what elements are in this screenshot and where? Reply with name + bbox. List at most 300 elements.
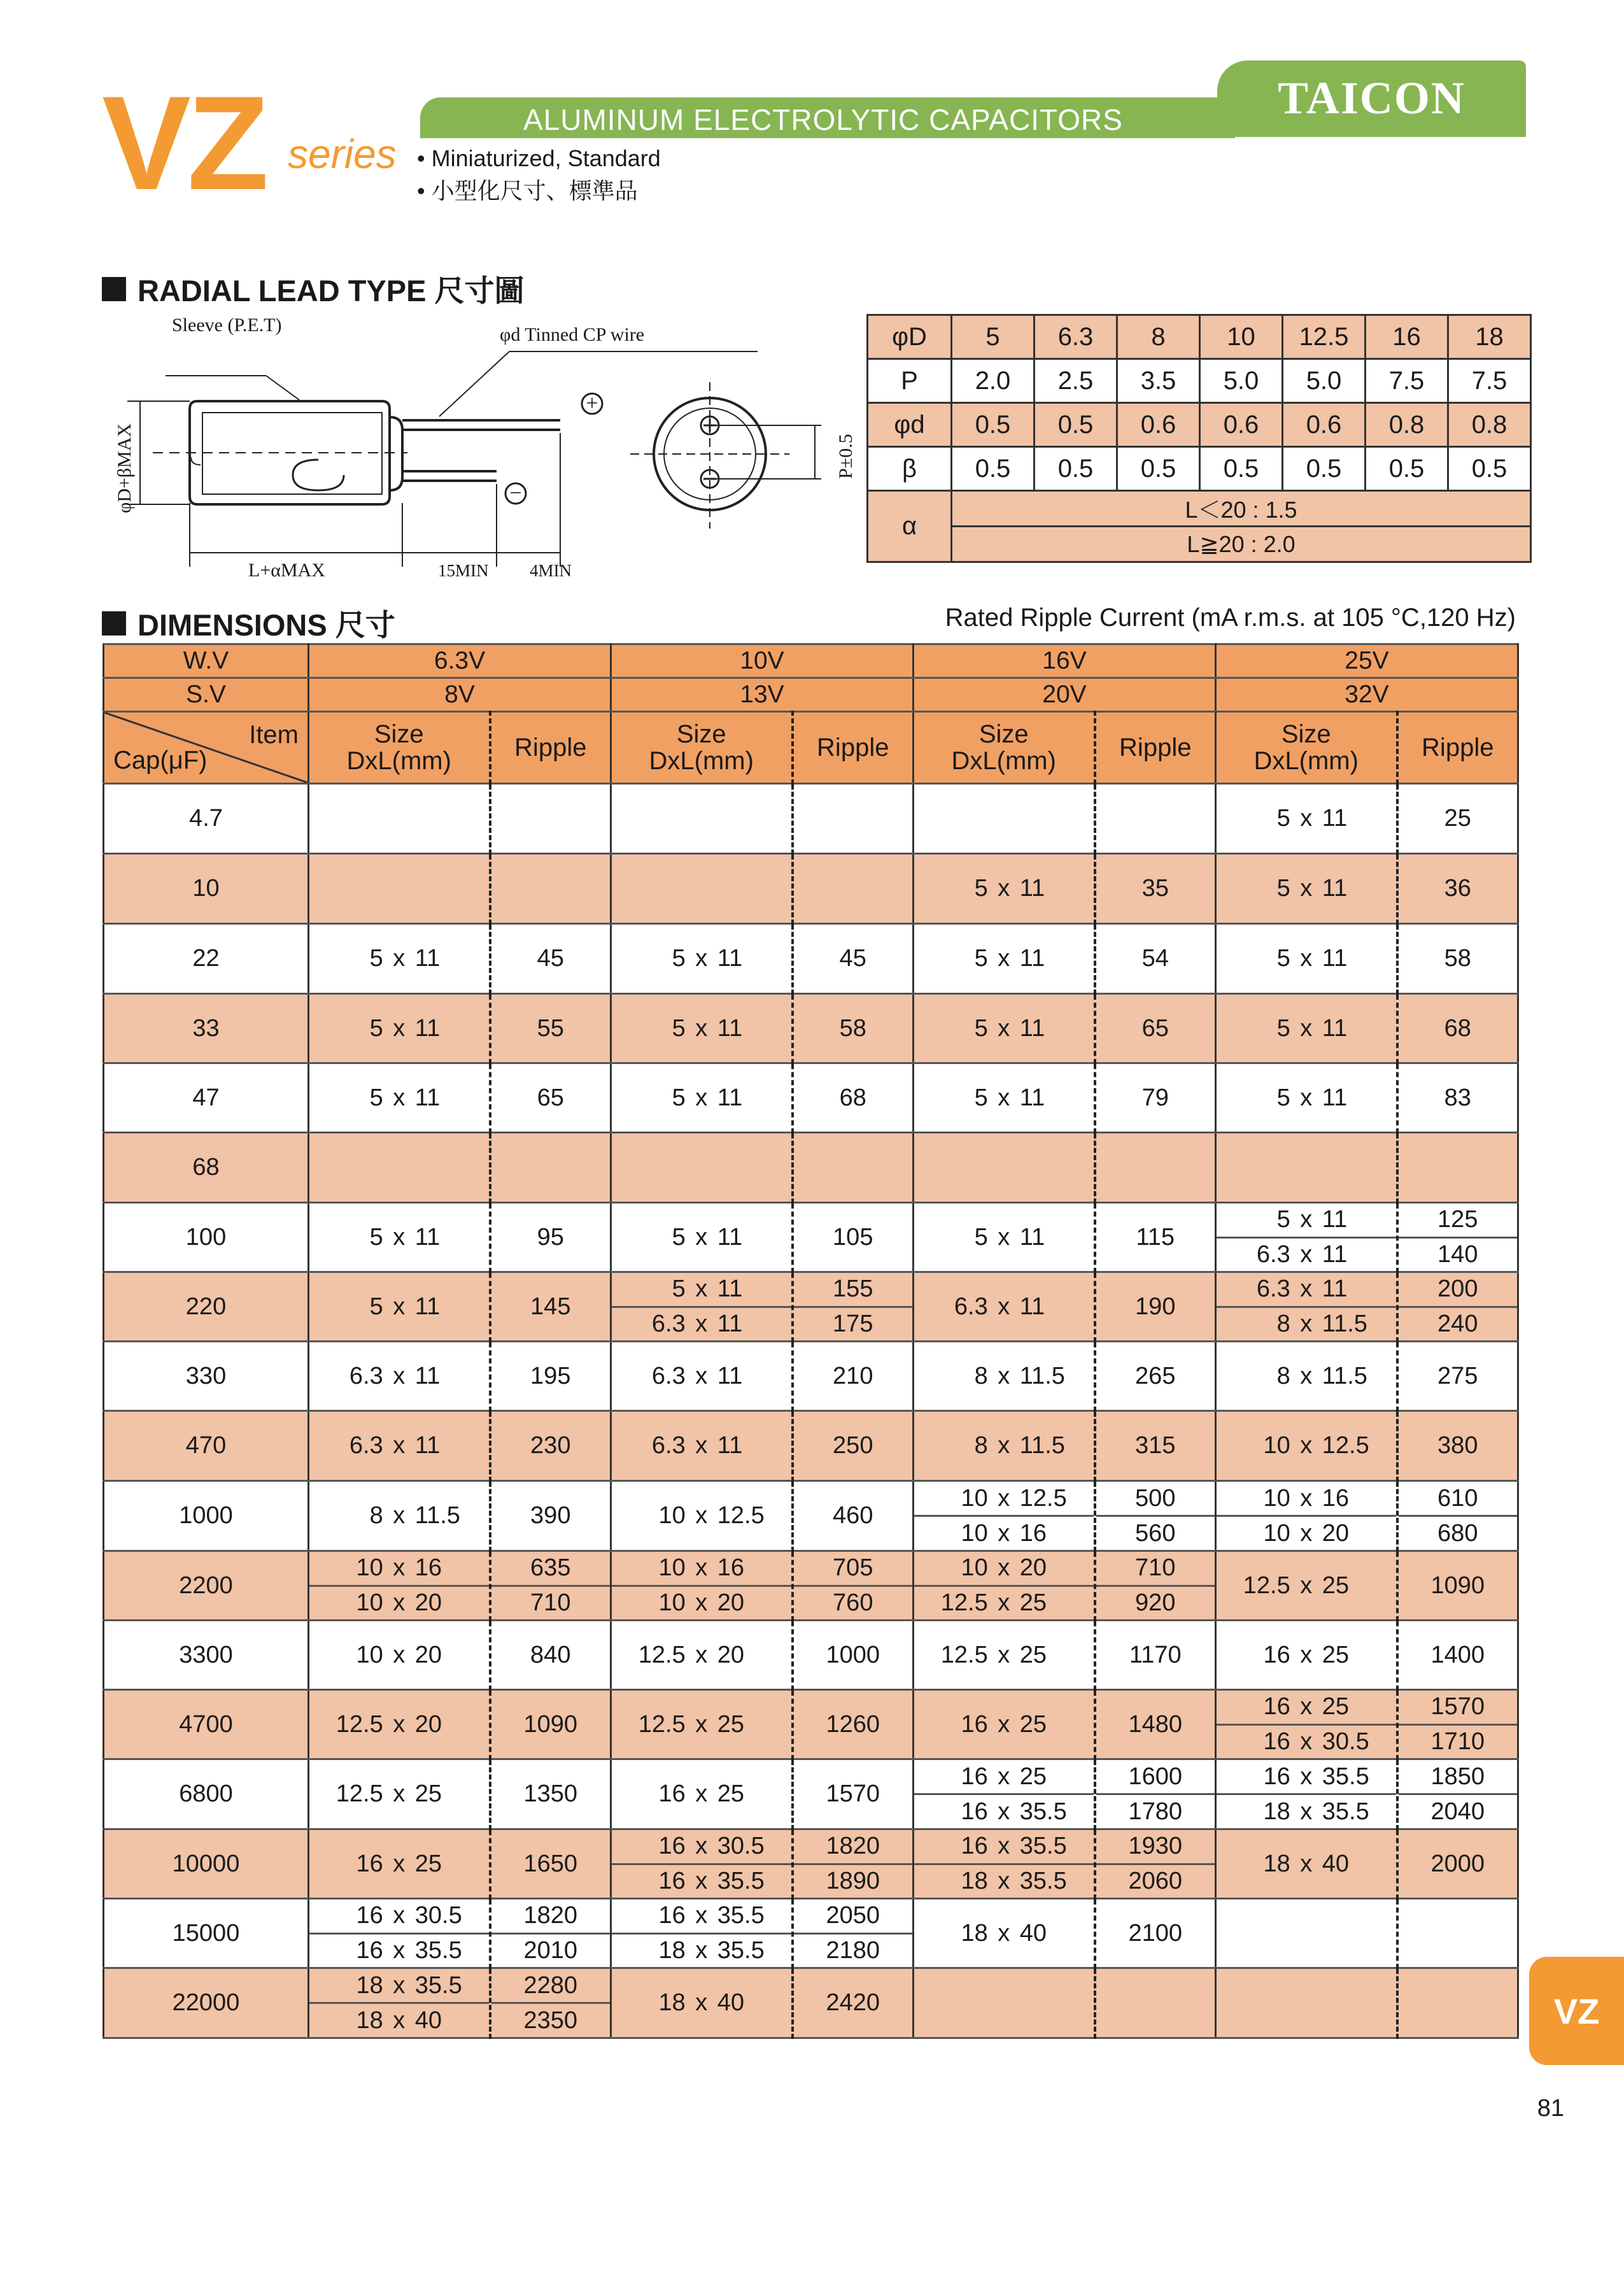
table-row <box>104 1690 1518 1759</box>
size-cell <box>309 1759 490 1829</box>
size-times: x <box>1300 1310 1313 1337</box>
size-cell <box>611 924 793 994</box>
size-times: x <box>695 1362 708 1389</box>
ripple-cell <box>1095 994 1216 1063</box>
ripple-value: 390 <box>530 1502 571 1529</box>
size-diameter: 18 <box>356 2006 383 2034</box>
ripple-header: Ripple <box>793 712 914 784</box>
ripple-value: 2010 <box>523 1936 578 1964</box>
size-value <box>326 1084 472 1112</box>
ripple-value: 115 <box>1136 1223 1175 1251</box>
size-times: x <box>998 875 1010 902</box>
radial-title: RADIAL LEAD TYPE 尺寸圖 <box>138 274 525 308</box>
size-header: Size DxL(mm) <box>1216 712 1397 784</box>
wire-label: φd Tinned CP wire <box>500 324 645 345</box>
size-value <box>628 1989 775 2017</box>
size-value <box>931 1363 1077 1390</box>
size-diameter: 16 <box>1263 1728 1290 1755</box>
size-times: x <box>695 945 708 972</box>
table-row <box>104 994 1518 1063</box>
table-row <box>104 1133 1518 1203</box>
size-times: x <box>998 1362 1010 1389</box>
size-diameter: 5 <box>672 945 686 972</box>
size-length: 12.5 <box>1019 1484 1067 1512</box>
lead-dimension-table <box>866 314 1532 563</box>
size-cell <box>309 1272 490 1342</box>
ripple-value: 680 <box>1437 1519 1478 1547</box>
size-cell <box>1216 994 1397 1063</box>
ripple-value: 125 <box>1437 1206 1478 1233</box>
ripple-value: 68 <box>1444 1014 1471 1042</box>
size-value <box>628 1363 775 1390</box>
ripple-value: 95 <box>537 1223 564 1251</box>
capacitance-cell: 4.7 <box>104 784 309 854</box>
size-diameter: 5 <box>974 1223 988 1251</box>
size-cell <box>611 1342 793 1411</box>
size-diameter: 5 <box>974 945 988 972</box>
size-times: x <box>998 1833 1010 1860</box>
size-cell <box>611 1481 793 1551</box>
ripple-value: 175 <box>833 1310 873 1337</box>
lead-cell: 0.5 <box>1200 447 1283 491</box>
size-times: x <box>1300 945 1313 972</box>
alpha-short: L＜20 : 1.5 <box>952 491 1531 527</box>
sv-value: 32V <box>1216 678 1518 712</box>
size-diameter: 18 <box>961 1867 988 1894</box>
size-diameter: 18 <box>356 1971 383 1999</box>
ripple-value: 380 <box>1437 1432 1478 1459</box>
size-value <box>1233 1520 1380 1547</box>
alpha-long: L≧20 : 2.0 <box>952 527 1531 562</box>
size-cell <box>611 1551 793 1621</box>
ripple-cell <box>1397 1411 1518 1481</box>
size-length: 11 <box>717 1362 743 1389</box>
ripple-value: 45 <box>537 945 564 972</box>
lead-cell: 0.8 <box>1366 403 1448 447</box>
ripple-cell <box>490 1968 611 2038</box>
size-diameter: 12.5 <box>940 1641 988 1668</box>
capacitance-cell: 100 <box>104 1203 309 1272</box>
size-diameter: 5 <box>974 1084 988 1111</box>
wv-row <box>104 644 1518 678</box>
size-length: 30.5 <box>1322 1728 1369 1755</box>
size-diameter: 18 <box>961 1919 988 1947</box>
size-diameter: 18 <box>1263 1850 1290 1877</box>
size-diameter: 18 <box>1263 1798 1290 1825</box>
size-times: x <box>1300 1572 1313 1599</box>
size-value <box>931 1293 1077 1321</box>
ripple-cell <box>490 1481 611 1551</box>
size-times: x <box>1300 1728 1313 1755</box>
ripple-value: 1260 <box>826 1710 880 1738</box>
lead-cell: 7.5 <box>1448 359 1531 403</box>
size-diameter: 12.5 <box>335 1710 383 1738</box>
size-value <box>628 1084 775 1112</box>
ripple-cell <box>1095 1759 1216 1829</box>
size-value <box>628 1224 775 1251</box>
size-cell <box>611 854 793 924</box>
ripple-cell <box>793 1551 914 1621</box>
size-value <box>628 1275 775 1303</box>
size-times: x <box>1300 1763 1313 1790</box>
item-label: Item <box>249 721 299 749</box>
size-times: x <box>1300 1014 1313 1042</box>
ripple-cell <box>793 1829 914 1899</box>
ripple-value: 1820 <box>523 1902 578 1929</box>
size-times: x <box>1300 1798 1313 1825</box>
size-length: 12.5 <box>1322 1432 1369 1459</box>
size-cell <box>309 1968 490 2038</box>
size-value <box>628 1015 775 1042</box>
lead-cell: 0.5 <box>1283 447 1366 491</box>
size-length: 35.5 <box>717 1936 765 1964</box>
ripple-value: 1890 <box>826 1867 880 1894</box>
ripple-value: 140 <box>1437 1240 1478 1268</box>
size-value <box>628 1432 775 1459</box>
ripple-cell <box>1095 1272 1216 1342</box>
heading-square-icon <box>102 611 126 635</box>
size-value <box>326 1293 472 1321</box>
capacitance-cell: 15000 <box>104 1899 309 1968</box>
ripple-cell <box>490 784 611 854</box>
size-length: 35.5 <box>717 1867 765 1894</box>
lead-cell: 0.5 <box>1448 447 1531 491</box>
wv-value: 6.3V <box>309 644 611 678</box>
ripple-cell <box>1095 1203 1216 1272</box>
size-length: 25 <box>1322 1641 1350 1668</box>
size-length: 11 <box>1322 1206 1348 1233</box>
size-value <box>931 1642 1077 1669</box>
lead-15min-label: 15MIN <box>438 561 489 580</box>
size-cell <box>611 994 793 1063</box>
ripple-value: 2050 <box>826 1902 880 1929</box>
lead-row-header: β <box>868 447 952 491</box>
size-value <box>628 1833 775 1860</box>
size-value <box>628 1554 775 1582</box>
ripple-value: 710 <box>1135 1554 1176 1582</box>
ripple-cell <box>793 1133 914 1203</box>
size-value <box>326 1432 472 1459</box>
ripple-value: 2040 <box>1430 1798 1485 1825</box>
size-times: x <box>393 1641 406 1668</box>
lead-cell: 5.0 <box>1283 359 1366 403</box>
size-value <box>931 1589 1077 1617</box>
size-value <box>931 1432 1077 1459</box>
ripple-cell <box>1397 854 1518 924</box>
lead-cell: 0.5 <box>1366 447 1448 491</box>
ripple-value: 230 <box>530 1432 571 1459</box>
size-diameter: 16 <box>1263 1641 1290 1668</box>
lead-row-pitch <box>868 359 1531 403</box>
size-diameter: 8 <box>974 1432 988 1459</box>
ripple-value: 1000 <box>826 1641 880 1668</box>
table-row <box>104 1063 1518 1133</box>
dimensions-table <box>102 643 1519 2039</box>
size-times: x <box>393 1850 406 1877</box>
size-diameter: 5 <box>974 1014 988 1042</box>
size-times: x <box>1300 1693 1313 1721</box>
capacitance-cell: 47 <box>104 1063 309 1133</box>
size-times: x <box>1300 1362 1313 1389</box>
ripple-cell <box>1095 784 1216 854</box>
ripple-cell <box>1397 1203 1518 1272</box>
size-cell <box>914 1411 1095 1481</box>
size-times: x <box>998 1014 1010 1042</box>
size-length: 11 <box>414 1362 441 1389</box>
size-diameter: 16 <box>356 1936 383 1964</box>
size-diameter: 6.3 <box>651 1362 686 1389</box>
size-length: 11 <box>1322 875 1348 902</box>
size-value <box>1233 1363 1380 1390</box>
size-diameter: 10 <box>356 1589 383 1616</box>
size-header: Size DxL(mm) <box>611 712 793 784</box>
size-diameter: 16 <box>1263 1693 1290 1721</box>
size-diameter: 10 <box>658 1502 686 1529</box>
size-times: x <box>695 1589 708 1616</box>
ripple-cell <box>1095 1690 1216 1759</box>
size-cell <box>309 784 490 854</box>
size-length: 11 <box>414 1432 441 1459</box>
size-length: 11.5 <box>1322 1362 1367 1389</box>
ripple-value: 460 <box>833 1502 873 1529</box>
size-length: 11 <box>717 1014 743 1042</box>
capacitance-cell: 6800 <box>104 1759 309 1829</box>
size-length: 16 <box>414 1554 442 1582</box>
size-cell <box>1216 1272 1397 1342</box>
size-value <box>326 1224 472 1251</box>
size-times: x <box>393 1971 406 1999</box>
size-cell <box>1216 854 1397 924</box>
size-diameter: 5 <box>672 1084 686 1111</box>
size-cell <box>309 1899 490 1968</box>
ripple-value: 2100 <box>1128 1919 1183 1947</box>
radial-heading <box>102 267 525 310</box>
ripple-header: Ripple <box>1397 712 1518 784</box>
size-cell <box>914 1272 1095 1342</box>
series-side-tab: VZ <box>1529 1957 1624 2065</box>
sv-row <box>104 678 1518 712</box>
ripple-cell <box>1095 1551 1216 1621</box>
size-value <box>326 1554 472 1582</box>
size-cell <box>914 994 1095 1063</box>
ripple-cell <box>793 854 914 924</box>
size-length: 35.5 <box>1019 1798 1067 1825</box>
size-cell <box>914 1203 1095 1272</box>
size-value <box>931 1084 1077 1112</box>
size-value <box>326 1363 472 1390</box>
ripple-value: 760 <box>833 1589 873 1616</box>
size-diameter: 10 <box>1263 1484 1290 1512</box>
lead-cell: 0.6 <box>1117 403 1200 447</box>
size-times: x <box>695 1936 708 1964</box>
size-cell <box>914 1481 1095 1551</box>
lead-cell: 12.5 <box>1283 315 1366 359</box>
size-length: 11 <box>1322 1275 1348 1303</box>
size-length: 11 <box>1322 945 1348 972</box>
size-diameter: 18 <box>658 1936 686 1964</box>
size-diameter: 8 <box>974 1362 988 1389</box>
ripple-header: Ripple <box>490 712 611 784</box>
capacitance-cell: 33 <box>104 994 309 1063</box>
size-value <box>628 1502 775 1530</box>
series-label: series <box>288 131 397 177</box>
size-value <box>1233 945 1380 972</box>
size-diameter: 10 <box>356 1641 383 1668</box>
ripple-value: 190 <box>1135 1293 1176 1320</box>
size-times: x <box>393 1589 406 1616</box>
table-row <box>104 1759 1518 1829</box>
ripple-cell <box>490 1899 611 1968</box>
size-diameter: 5 <box>1276 945 1290 972</box>
size-cell <box>914 1063 1095 1133</box>
size-cell <box>1216 1481 1397 1551</box>
size-times: x <box>998 1432 1010 1459</box>
size-cell <box>1216 1203 1397 1272</box>
lead-cell: 0.6 <box>1283 403 1366 447</box>
size-value <box>326 2007 472 2034</box>
size-cell <box>611 1690 793 1759</box>
size-times: x <box>1300 1084 1313 1111</box>
size-times: x <box>695 1310 708 1337</box>
size-times: x <box>393 1502 406 1529</box>
ripple-value: 2420 <box>826 1989 880 2016</box>
ripple-cell <box>793 1759 914 1829</box>
table-row <box>104 1342 1518 1411</box>
ripple-value: 500 <box>1135 1484 1176 1512</box>
size-times: x <box>695 1780 708 1807</box>
size-value <box>931 1798 1077 1826</box>
size-times: x <box>393 1293 406 1320</box>
size-length: 40 <box>1322 1850 1350 1877</box>
size-value <box>1233 1850 1380 1878</box>
size-length: 11 <box>717 1223 743 1251</box>
ripple-value: 250 <box>833 1432 873 1459</box>
size-value <box>1233 1763 1380 1791</box>
size-value <box>1233 1241 1380 1268</box>
size-times: x <box>998 1223 1010 1251</box>
size-cell <box>309 1203 490 1272</box>
size-length: 11 <box>1322 1240 1348 1268</box>
size-cell <box>1216 1690 1397 1759</box>
size-value <box>1233 1432 1380 1459</box>
lead-row-diameter <box>868 315 1531 359</box>
lead-cell: 5 <box>952 315 1034 359</box>
lead-cell: 0.6 <box>1200 403 1283 447</box>
size-diameter: 6.3 <box>1256 1275 1290 1303</box>
ripple-cell <box>1397 1342 1518 1411</box>
ripple-value: 210 <box>833 1362 873 1389</box>
size-value <box>326 1780 472 1808</box>
ripple-value: 1780 <box>1128 1798 1183 1825</box>
ripple-cell <box>490 1063 611 1133</box>
lead-row-wire <box>868 403 1531 447</box>
size-value <box>628 1310 775 1338</box>
lead-cell: 0.5 <box>1034 403 1117 447</box>
size-times: x <box>695 1833 708 1860</box>
ripple-cell <box>793 1342 914 1411</box>
size-length: 11 <box>414 1084 441 1111</box>
size-length: 12.5 <box>717 1502 765 1529</box>
size-times: x <box>998 945 1010 972</box>
ripple-cell <box>1397 1759 1518 1829</box>
size-diameter: 5 <box>369 1293 383 1320</box>
capacitance-cell: 470 <box>104 1411 309 1481</box>
size-cell <box>611 1063 793 1133</box>
size-times: x <box>1300 1275 1313 1303</box>
ripple-cell <box>1095 1621 1216 1690</box>
ripple-cell <box>490 1621 611 1690</box>
size-length: 35.5 <box>1322 1763 1369 1790</box>
size-cell <box>1216 1342 1397 1411</box>
size-value <box>326 945 472 972</box>
ripple-value: 2060 <box>1128 1867 1183 1894</box>
size-value <box>931 1015 1077 1042</box>
size-times: x <box>998 1867 1010 1894</box>
table-row <box>104 1899 1518 1968</box>
ripple-value: 705 <box>833 1554 873 1582</box>
ripple-cell <box>1095 1342 1216 1411</box>
ripple-cell <box>1397 1968 1518 2038</box>
ripple-cell <box>1397 784 1518 854</box>
size-cell <box>1216 1759 1397 1829</box>
size-cell <box>914 1968 1095 2038</box>
ripple-cell <box>793 994 914 1063</box>
size-value <box>628 1937 775 1964</box>
size-length: 35.5 <box>717 1902 765 1929</box>
size-length: 11 <box>717 1275 743 1303</box>
lead-cell: 0.5 <box>1117 447 1200 491</box>
size-length: 20 <box>414 1589 442 1616</box>
size-diameter: 5 <box>369 945 383 972</box>
size-cell <box>1216 1829 1397 1899</box>
size-length: 11 <box>1019 1084 1045 1111</box>
lead-cell: 10 <box>1200 315 1283 359</box>
length-label: L+αMAX <box>248 560 325 581</box>
ripple-value: 635 <box>530 1554 571 1582</box>
lead-row-header: φD <box>868 315 952 359</box>
lead-cell: 0.8 <box>1448 403 1531 447</box>
ripple-value: 1400 <box>1430 1641 1485 1668</box>
table-row <box>104 1829 1518 1899</box>
ripple-cell <box>1397 1272 1518 1342</box>
ripple-cell <box>1397 1690 1518 1759</box>
size-diameter: 5 <box>1276 1014 1290 1042</box>
size-value <box>1233 1693 1380 1721</box>
size-length: 11 <box>1322 1014 1348 1042</box>
capacitance-cell: 2200 <box>104 1551 309 1621</box>
lead-row-beta <box>868 447 1531 491</box>
size-value <box>931 945 1077 972</box>
ripple-cell <box>793 924 914 994</box>
size-length: 16 <box>1019 1519 1047 1547</box>
size-cell <box>914 924 1095 994</box>
size-times: x <box>998 1084 1010 1111</box>
size-cell <box>611 1272 793 1342</box>
size-cell <box>914 1759 1095 1829</box>
ripple-value: 65 <box>1141 1014 1169 1042</box>
size-value <box>628 1642 775 1669</box>
ripple-value: 1710 <box>1430 1728 1485 1755</box>
size-length: 25 <box>1019 1589 1047 1616</box>
ripple-value: 195 <box>530 1362 571 1389</box>
size-times: x <box>1300 1240 1313 1268</box>
cap-label: Cap(μF) <box>113 746 208 774</box>
size-length: 11 <box>717 1084 743 1111</box>
sv-value: 8V <box>309 678 611 712</box>
ripple-cell <box>1397 994 1518 1063</box>
column-header-row <box>104 712 1518 784</box>
sv-value: 13V <box>611 678 914 712</box>
